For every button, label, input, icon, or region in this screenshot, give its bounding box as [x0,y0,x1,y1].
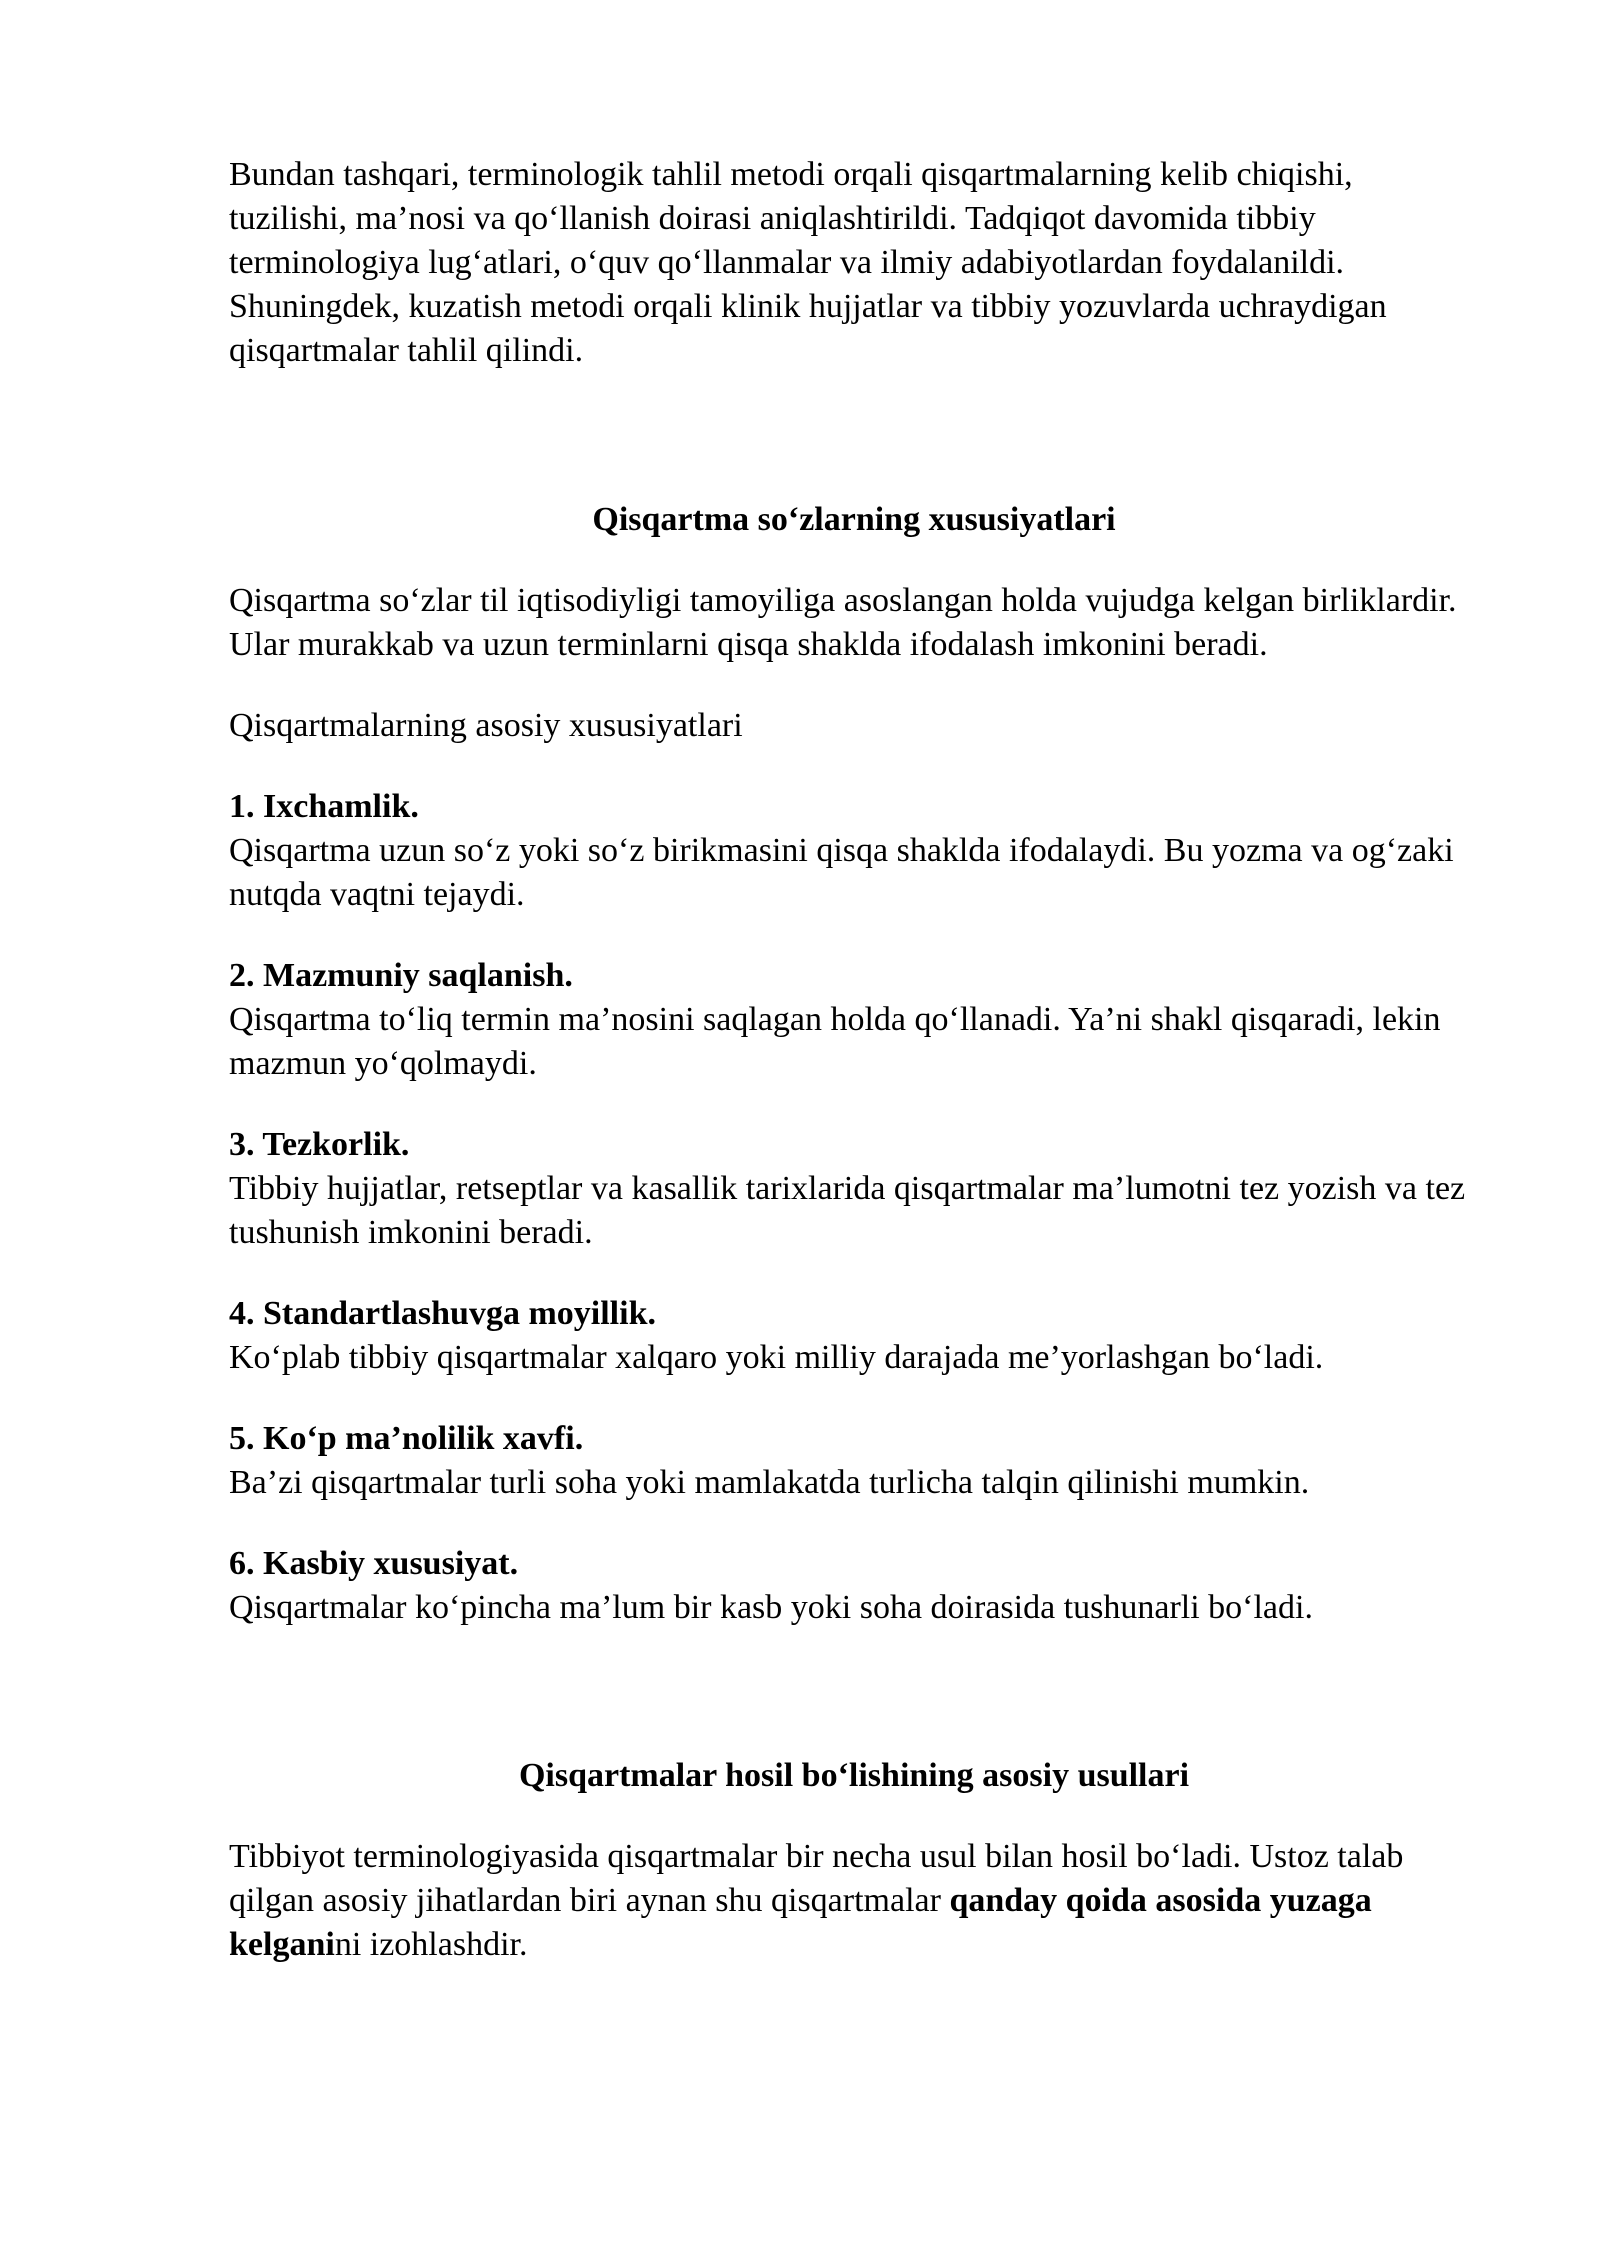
list-item-text: Ko‘plab tibbiy qisqartmalar xalqaro yoki milliy darajada me’yorlashgan bo‘ladi. [229,1339,1324,1376]
section-heading-properties: Qisqartma so‘zlarning xususiyatlari [592,501,1116,538]
list-item [229,1542,1479,1630]
list-item-title: 2. Mazmuniy saqlanish. [229,957,573,994]
list-intro: Qisqartmalarning asosiy xususiyatlari [229,707,743,744]
list-item-text: Qisqartma to‘liq termin ma’nosini saqlagan holda qo‘llanadi. Ya’ni shakl qisqaradi, lekin mazmun yo‘qolmaydi. [229,1001,1441,1082]
list-item [229,1417,1479,1505]
section-heading-methods: Qisqartmalar hosil bo‘lishining asosiy usullari [518,1757,1190,1794]
intro-paragraph: Bundan tashqari, terminologik tahlil metodi orqali qisqartmalarning kelib chiqishi, tuzilishi, ma’nosi va qo‘llanish doirasi aniqlashtirildi. Tadqiqot davomida tibbiy terminologiya lug‘atlari, o‘quv qo‘llanmalar va ilmiy adabiyotlardan foydalanildi. Shuningdek, kuzatish metodi orqali klinik hujjatlar va tibbiy yozuvlarda uchraydigan qisqartmalar tahlil qilindi. [229,156,1387,369]
list-item-title: 5. Ko‘p ma’nolilik xavfi. [229,1420,584,1457]
section-paragraph-properties: Qisqartma so‘zlar til iqtisodiyligi tamoyiliga asoslangan holda vujudga kelgan birliklardir. Ular murakkab va uzun terminlarni qisqa shaklda ifodalash imkonini beradi. [229,582,1457,663]
list-item [229,954,1479,1086]
list-item-title: 3. Tezkorlik. [229,1126,410,1163]
list-item-text: Qisqartmalar ko‘pincha ma’lum bir kasb yoki soha doirasida tushunarli bo‘ladi. [229,1589,1313,1626]
list-item-text: Qisqartma uzun so‘z yoki so‘z birikmasini qisqa shaklda ifodalaydi. Bu yozma va og‘zaki nutqda vaqtni tejaydi. [229,832,1454,913]
list-item-title: 4. Standartlashuvga moyillik. [229,1295,656,1332]
list-item [229,1123,1479,1255]
paragraph-text-start: Tibbiyot terminologiyasida qisqartmalar bir necha usul bilan hosil bo‘ladi. Ustoz talab qilgan asosiy jihatlardan biri aynan shu qisqartmalar [229,1838,1404,1919]
list-item [229,1292,1479,1380]
section-paragraph-methods [229,1835,1479,1967]
list-item-text: Ba’zi qisqartmalar turli soha yoki mamlakatda turlicha talqin qilinishi mumkin. [229,1464,1310,1501]
list-item-title: 6. Kasbiy xususiyat. [229,1545,519,1582]
document-body [229,153,1479,1967]
paragraph-text-end: ni izohlashdir. [334,1926,528,1963]
paragraph-bold-phrase: qanday qoida asosida yuzaga kelgani [229,1882,1372,1963]
list-item-title: 1. Ixchamlik. [229,788,419,825]
list-item-text: Tibbiy hujjatlar, retseptlar va kasallik tarixlarida qisqartmalar ma’lumotni tez yozish va tez tushunish imkonini beradi. [229,1170,1466,1251]
list-item [229,785,1479,917]
